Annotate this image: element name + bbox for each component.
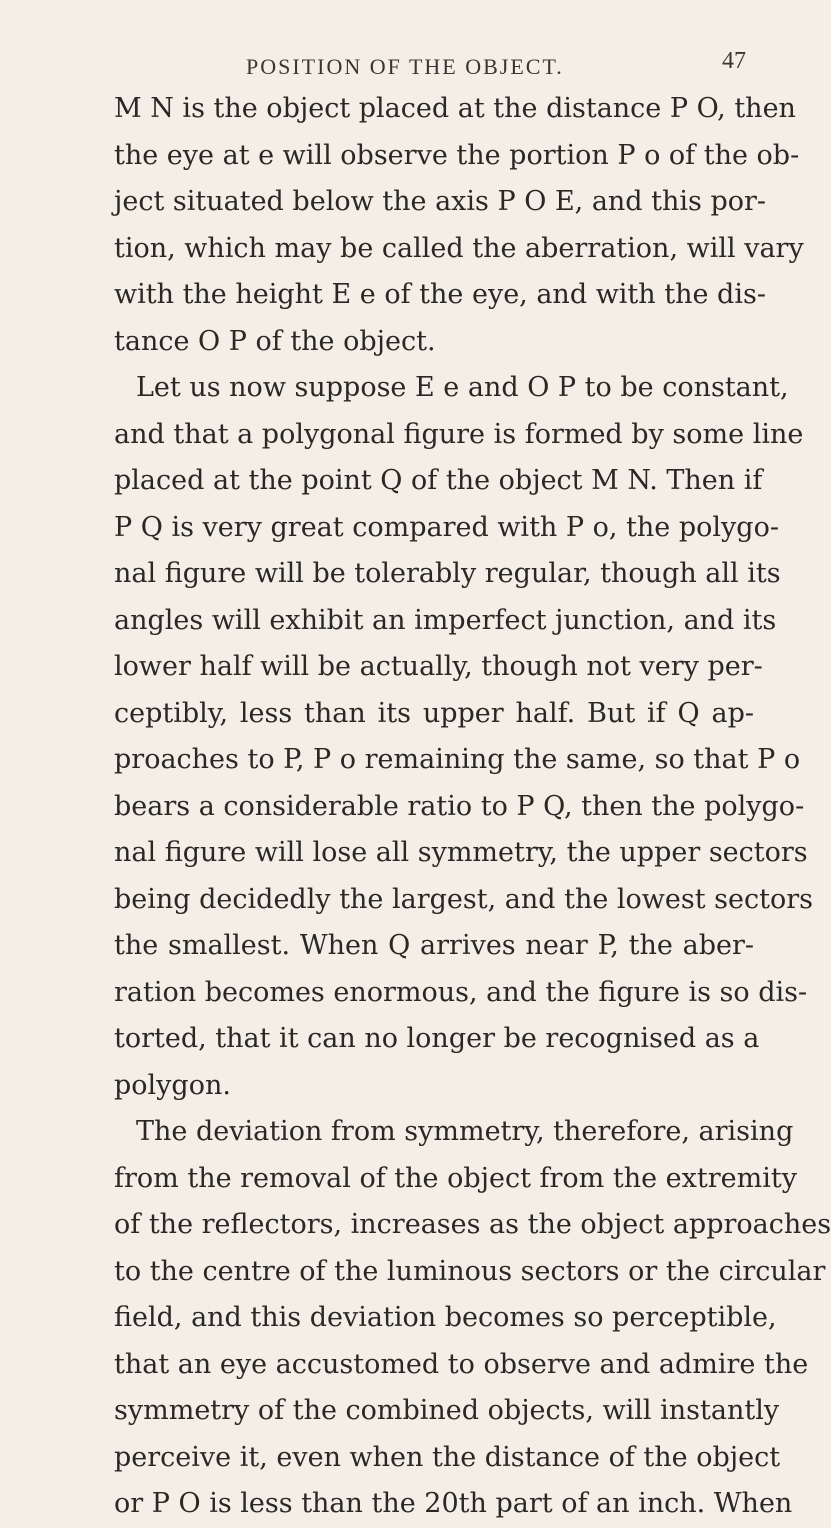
text-line: P Q is very great compared with P o, the polygo- <box>114 511 779 543</box>
text-line: to the centre of the luminous sectors or the circular <box>114 1255 826 1287</box>
text-line: nal figure will lose all symmetry, the upper sectors <box>114 837 808 868</box>
text-line: lower half will be actually, though not very per- <box>114 651 763 682</box>
page-number: 47 <box>722 48 746 74</box>
text-line: bears a considerable ratio to P Q, then the polygo- <box>114 790 805 822</box>
text-line: M N is the object placed at the distance P O, then <box>114 93 796 124</box>
text-line: ceptibly, less than its upper half. But if Q ap- <box>114 697 754 729</box>
text-line: that an eye accustomed to observe and admire the <box>114 1348 809 1380</box>
text-line: tance O P of the object. <box>114 325 436 357</box>
text-line: from the removal of the object from the extremity <box>114 1162 797 1194</box>
text-line: with the height E e of the eye, and with the dis- <box>114 279 766 310</box>
text-line: or P O is less than the 20th part of an inch. When <box>114 1488 793 1519</box>
text-line: of the reflectors, increases as the object approaches <box>114 1209 831 1240</box>
text-line: tion, which may be called the aberration, will vary <box>114 232 804 264</box>
text-line: angles will exhibit an imperfect junction, and its <box>114 604 777 636</box>
text-line: polygon. <box>114 1069 231 1101</box>
text-line: The deviation from symmetry, therefore, arising <box>136 1116 794 1147</box>
text-line: ject situated below the axis P O E, and this por- <box>114 186 767 217</box>
text-line: Let us now suppose E e and O P to be constant, <box>136 372 789 403</box>
text-line: nal figure will be tolerably regular, though all its <box>114 558 781 589</box>
text-line: being decidedly the largest, and the lowest sectors <box>114 883 814 915</box>
text-line: and that a polygonal figure is formed by some line <box>114 418 804 450</box>
text-line: the smallest. When Q arrives near P, the aber- <box>114 930 754 961</box>
text-line: symmetry of the combined objects, will instantly <box>114 1395 780 1426</box>
body-text <box>114 86 831 1528</box>
text-line: torted, that it can no longer be recognised as a <box>114 1023 760 1054</box>
text-line: perceive it, even when the distance of the object <box>114 1441 781 1473</box>
text-line: ration becomes enormous, and the figure is so dis- <box>114 976 808 1008</box>
text-line: proaches to P, P o remaining the same, so that P o <box>114 744 801 775</box>
running-head: POSITION OF THE OBJECT. <box>246 54 564 79</box>
text-line: field, and this deviation becomes so perceptible, <box>114 1302 777 1333</box>
text-line: the eye at e will observe the portion P o of the ob- <box>114 139 800 171</box>
text-line: placed at the point Q of the object M N. Then if <box>114 465 763 496</box>
